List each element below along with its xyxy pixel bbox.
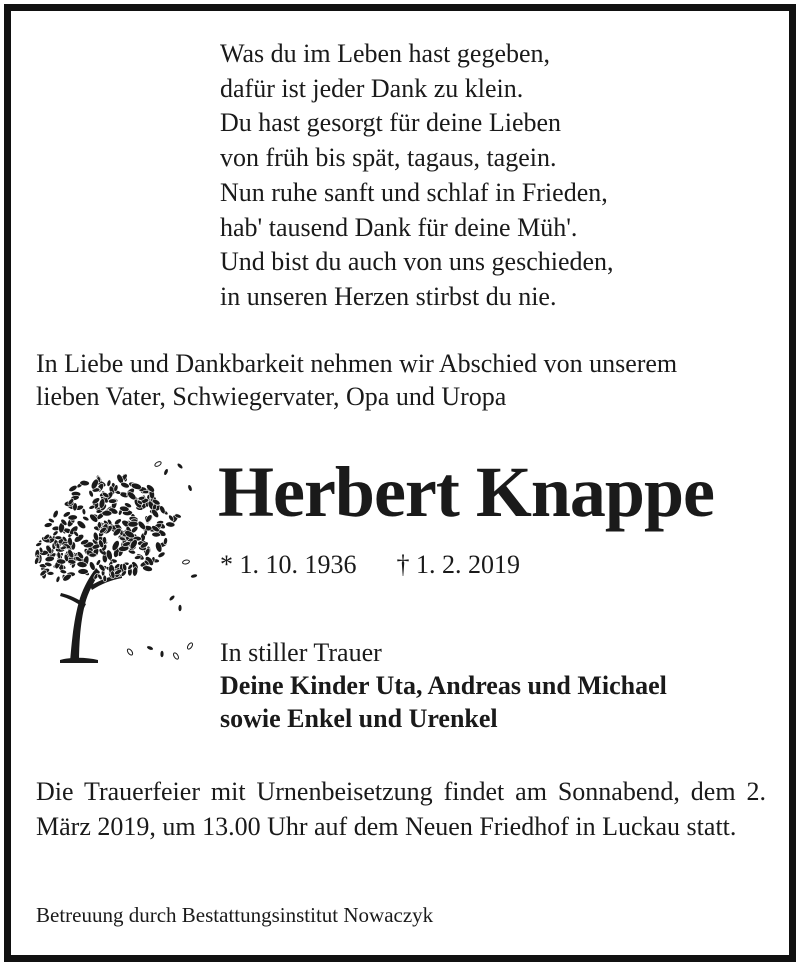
- leaf: [176, 462, 184, 470]
- leaf: [88, 561, 96, 571]
- leaf: [152, 532, 161, 537]
- life-dates: [220, 550, 520, 580]
- leaf: [60, 569, 67, 574]
- family-line-2: sowie Enkel und Urenkel: [220, 704, 498, 733]
- leaf: [73, 530, 80, 537]
- leaf: [158, 505, 166, 515]
- leaf: [165, 522, 175, 528]
- family-line-1: Deine Kinder Uta, Andreas und Michael: [220, 671, 667, 700]
- leaf: [82, 508, 87, 515]
- leaf: [163, 468, 169, 476]
- leaf: [154, 461, 162, 468]
- poem-line: Was du im Leben hast gegeben,: [220, 39, 551, 68]
- leaf: [143, 490, 149, 494]
- intro-line-1: In Liebe und Dankbarkeit nehmen wir Abschied von unserem: [36, 349, 678, 378]
- leaf: [55, 536, 62, 540]
- leaf: [52, 509, 60, 518]
- leaf: [186, 642, 193, 650]
- leaf: [128, 521, 139, 527]
- poem-line: in unseren Herzen stirbst du nie.: [220, 281, 557, 311]
- leaf: [146, 645, 154, 651]
- mourners: [220, 636, 667, 735]
- leaf: [120, 481, 130, 489]
- leaf: [78, 569, 89, 575]
- leaf: [68, 514, 78, 520]
- leaf: [190, 573, 198, 578]
- leaf: [108, 499, 117, 504]
- birth-date: * 1. 10. 1936: [220, 550, 357, 579]
- farewell-intro: [36, 347, 776, 413]
- leaf: [126, 648, 133, 656]
- leaf: [102, 511, 112, 517]
- leaf: [80, 480, 90, 486]
- poem: [220, 37, 614, 315]
- leaf: [160, 650, 164, 657]
- windblown-tree-icon: [30, 458, 202, 664]
- poem-line: von früh bis spät, tagaus, tagein.: [220, 143, 557, 173]
- intro-line-2: lieben Vater, Schwiegervater, Opa und Uropa: [36, 382, 507, 411]
- poem-line: Und bist du auch von uns geschieden,: [220, 247, 614, 277]
- death-date: † 1. 2. 2019: [396, 550, 520, 579]
- funeral-home-credit: Betreuung durch Bestattungsinstitut Nowaczyk: [36, 903, 434, 927]
- leaf: [173, 652, 180, 660]
- poem-line: Nun ruhe sanft und schlaf in Frieden,: [220, 177, 608, 207]
- leaf: [168, 594, 176, 602]
- leaf: [45, 555, 55, 562]
- leaf: [187, 484, 193, 492]
- leaf: [55, 576, 61, 583]
- funeral-details: Die Trauerfeier mit Urnenbeisetzung findet am Sonnabend, dem 2. März 2019, um 13.00 Uhr auf dem Neuen Friedhof in Luckau statt.: [36, 777, 766, 841]
- tree-foliage: [34, 461, 198, 660]
- leaf: [72, 503, 77, 512]
- leaf: [182, 559, 190, 564]
- poem-line: dafür ist jeder Dank zu klein.: [220, 73, 524, 103]
- mourning-lead: In stiller Trauer: [220, 638, 382, 667]
- leaf: [35, 541, 42, 547]
- leaf: [103, 575, 107, 582]
- leaf: [82, 515, 90, 522]
- leaf: [89, 553, 97, 557]
- deceased-name: Herbert Knappe: [218, 452, 714, 532]
- leaf: [178, 604, 182, 611]
- poem-line: hab' tausend Dank für deine Müh'.: [220, 212, 578, 242]
- leaf: [88, 513, 99, 524]
- leaf: [88, 504, 95, 510]
- poem-line: Du hast gesorgt für deine Lieben: [220, 108, 562, 138]
